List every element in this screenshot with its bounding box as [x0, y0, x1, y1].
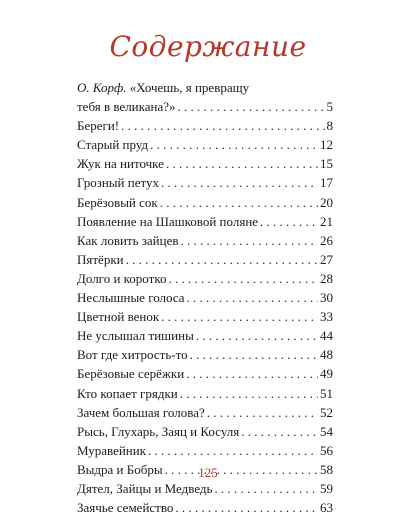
toc-entry [77, 154, 333, 173]
dot-leader [207, 403, 318, 422]
toc-entry-page: 8 [326, 118, 333, 134]
toc-entry-page: 30 [320, 290, 333, 306]
dot-leader [160, 193, 318, 212]
toc-entry [77, 116, 333, 135]
toc-entry-title: Появление на Шашковой поляне [77, 213, 259, 229]
dot-leader [196, 326, 318, 345]
toc-entry-page: 21 [320, 213, 333, 229]
toc-entry-page: 59 [320, 480, 333, 496]
toc-entry-title: Вот где хитрость-то [77, 347, 188, 363]
toc-entry-title: Старый пруд [77, 137, 149, 153]
toc-entry-title: Долго и коротко [77, 270, 167, 286]
toc-entry-page: 54 [320, 423, 333, 439]
toc-entry-title: Рысь, Глухарь, Заяц и Косуля [77, 423, 240, 439]
dot-leader [180, 384, 318, 403]
toc-entry [77, 135, 333, 154]
toc-entry-title-line1: «Хочешь, я превращу [129, 80, 250, 95]
toc-entry-page: 56 [320, 442, 333, 458]
dot-leader [161, 307, 318, 326]
toc-entry-title: Берёзовые серёжки [77, 366, 185, 382]
toc-entry [77, 250, 333, 269]
toc-entry-page: 5 [326, 99, 333, 115]
toc-entry-title: Не услышал тишины [77, 328, 194, 344]
toc-entry [77, 269, 333, 288]
toc-entry [77, 212, 333, 231]
toc-entry-page: 15 [320, 156, 333, 172]
toc-entry-title: Береги! [77, 118, 120, 134]
dot-leader [148, 441, 318, 460]
dot-leader [178, 97, 325, 116]
toc-entry-first-line2 [77, 97, 333, 116]
toc-entry [77, 479, 333, 498]
toc-entry-first [77, 78, 333, 116]
toc-entry-title: Заячье семейство [77, 500, 174, 516]
toc-entry [77, 326, 333, 345]
dot-leader [260, 212, 318, 231]
toc-entry [77, 441, 333, 460]
dot-leader [187, 288, 318, 307]
toc-entry-title: Как ловить зайцев [77, 232, 179, 248]
toc-entry-first-line1 [77, 78, 333, 97]
toc-entry-page: 12 [320, 137, 333, 153]
toc-list [77, 116, 333, 517]
dot-leader [214, 479, 318, 498]
dot-leader [150, 135, 318, 154]
dot-leader [121, 116, 324, 135]
toc-entry [77, 193, 333, 212]
toc-entry-title: Пятёрки [77, 251, 124, 267]
toc-entry-title-line2: тебя в великана?» [77, 99, 176, 115]
dot-leader [161, 173, 318, 192]
toc-entry [77, 422, 333, 441]
toc-entry-page: 63 [320, 500, 333, 516]
page-number: 125 [198, 465, 218, 480]
toc-entry-page: 17 [320, 175, 333, 191]
toc-entry [77, 384, 333, 403]
dot-leader [168, 269, 318, 288]
toc-entry-title: Выдра и Бобры [77, 461, 163, 477]
toc-entry-page: 26 [320, 232, 333, 248]
toc-entry [77, 288, 333, 307]
dot-leader [181, 231, 318, 250]
toc-entry-title: Неслышные голоса [77, 290, 185, 306]
toc-entry [77, 307, 333, 326]
dot-leader [186, 364, 318, 383]
toc-entry [77, 345, 333, 364]
table-of-contents [77, 78, 333, 517]
toc-entry-page: 51 [320, 385, 333, 401]
toc-entry-title: Муравейник [77, 442, 147, 458]
author-name: О. Корф. [77, 80, 127, 95]
dot-leader [166, 154, 318, 173]
dot-leader [241, 422, 318, 441]
toc-entry-title: Грозный петух [77, 175, 159, 191]
toc-entry-page: 44 [320, 328, 333, 344]
toc-entry-title: Кто копает грядки [77, 385, 178, 401]
page-title: Содержание [109, 30, 307, 63]
toc-entry [77, 364, 333, 383]
toc-entry-page: 27 [320, 251, 333, 267]
toc-entry-title: Дятел, Зайцы и Медведь [77, 480, 213, 496]
toc-entry [77, 173, 333, 192]
toc-entry-page: 52 [320, 404, 333, 420]
toc-entry-page: 58 [320, 461, 333, 477]
toc-entry-page: 28 [320, 270, 333, 286]
toc-entry-page: 33 [320, 309, 333, 325]
toc-entry-title: Зачем большая голова? [77, 404, 205, 420]
dot-leader [126, 250, 318, 269]
toc-entry-title: Жук на ниточке [77, 156, 164, 172]
dot-leader [190, 345, 318, 364]
toc-entry-title: Цветной венок [77, 309, 160, 325]
toc-entry [77, 403, 333, 422]
toc-entry [77, 231, 333, 250]
toc-entry-title: Берёзовый сок [77, 194, 158, 210]
toc-entry-page: 20 [320, 194, 333, 210]
toc-entry-page: 49 [320, 366, 333, 382]
toc-entry-page: 48 [320, 347, 333, 363]
